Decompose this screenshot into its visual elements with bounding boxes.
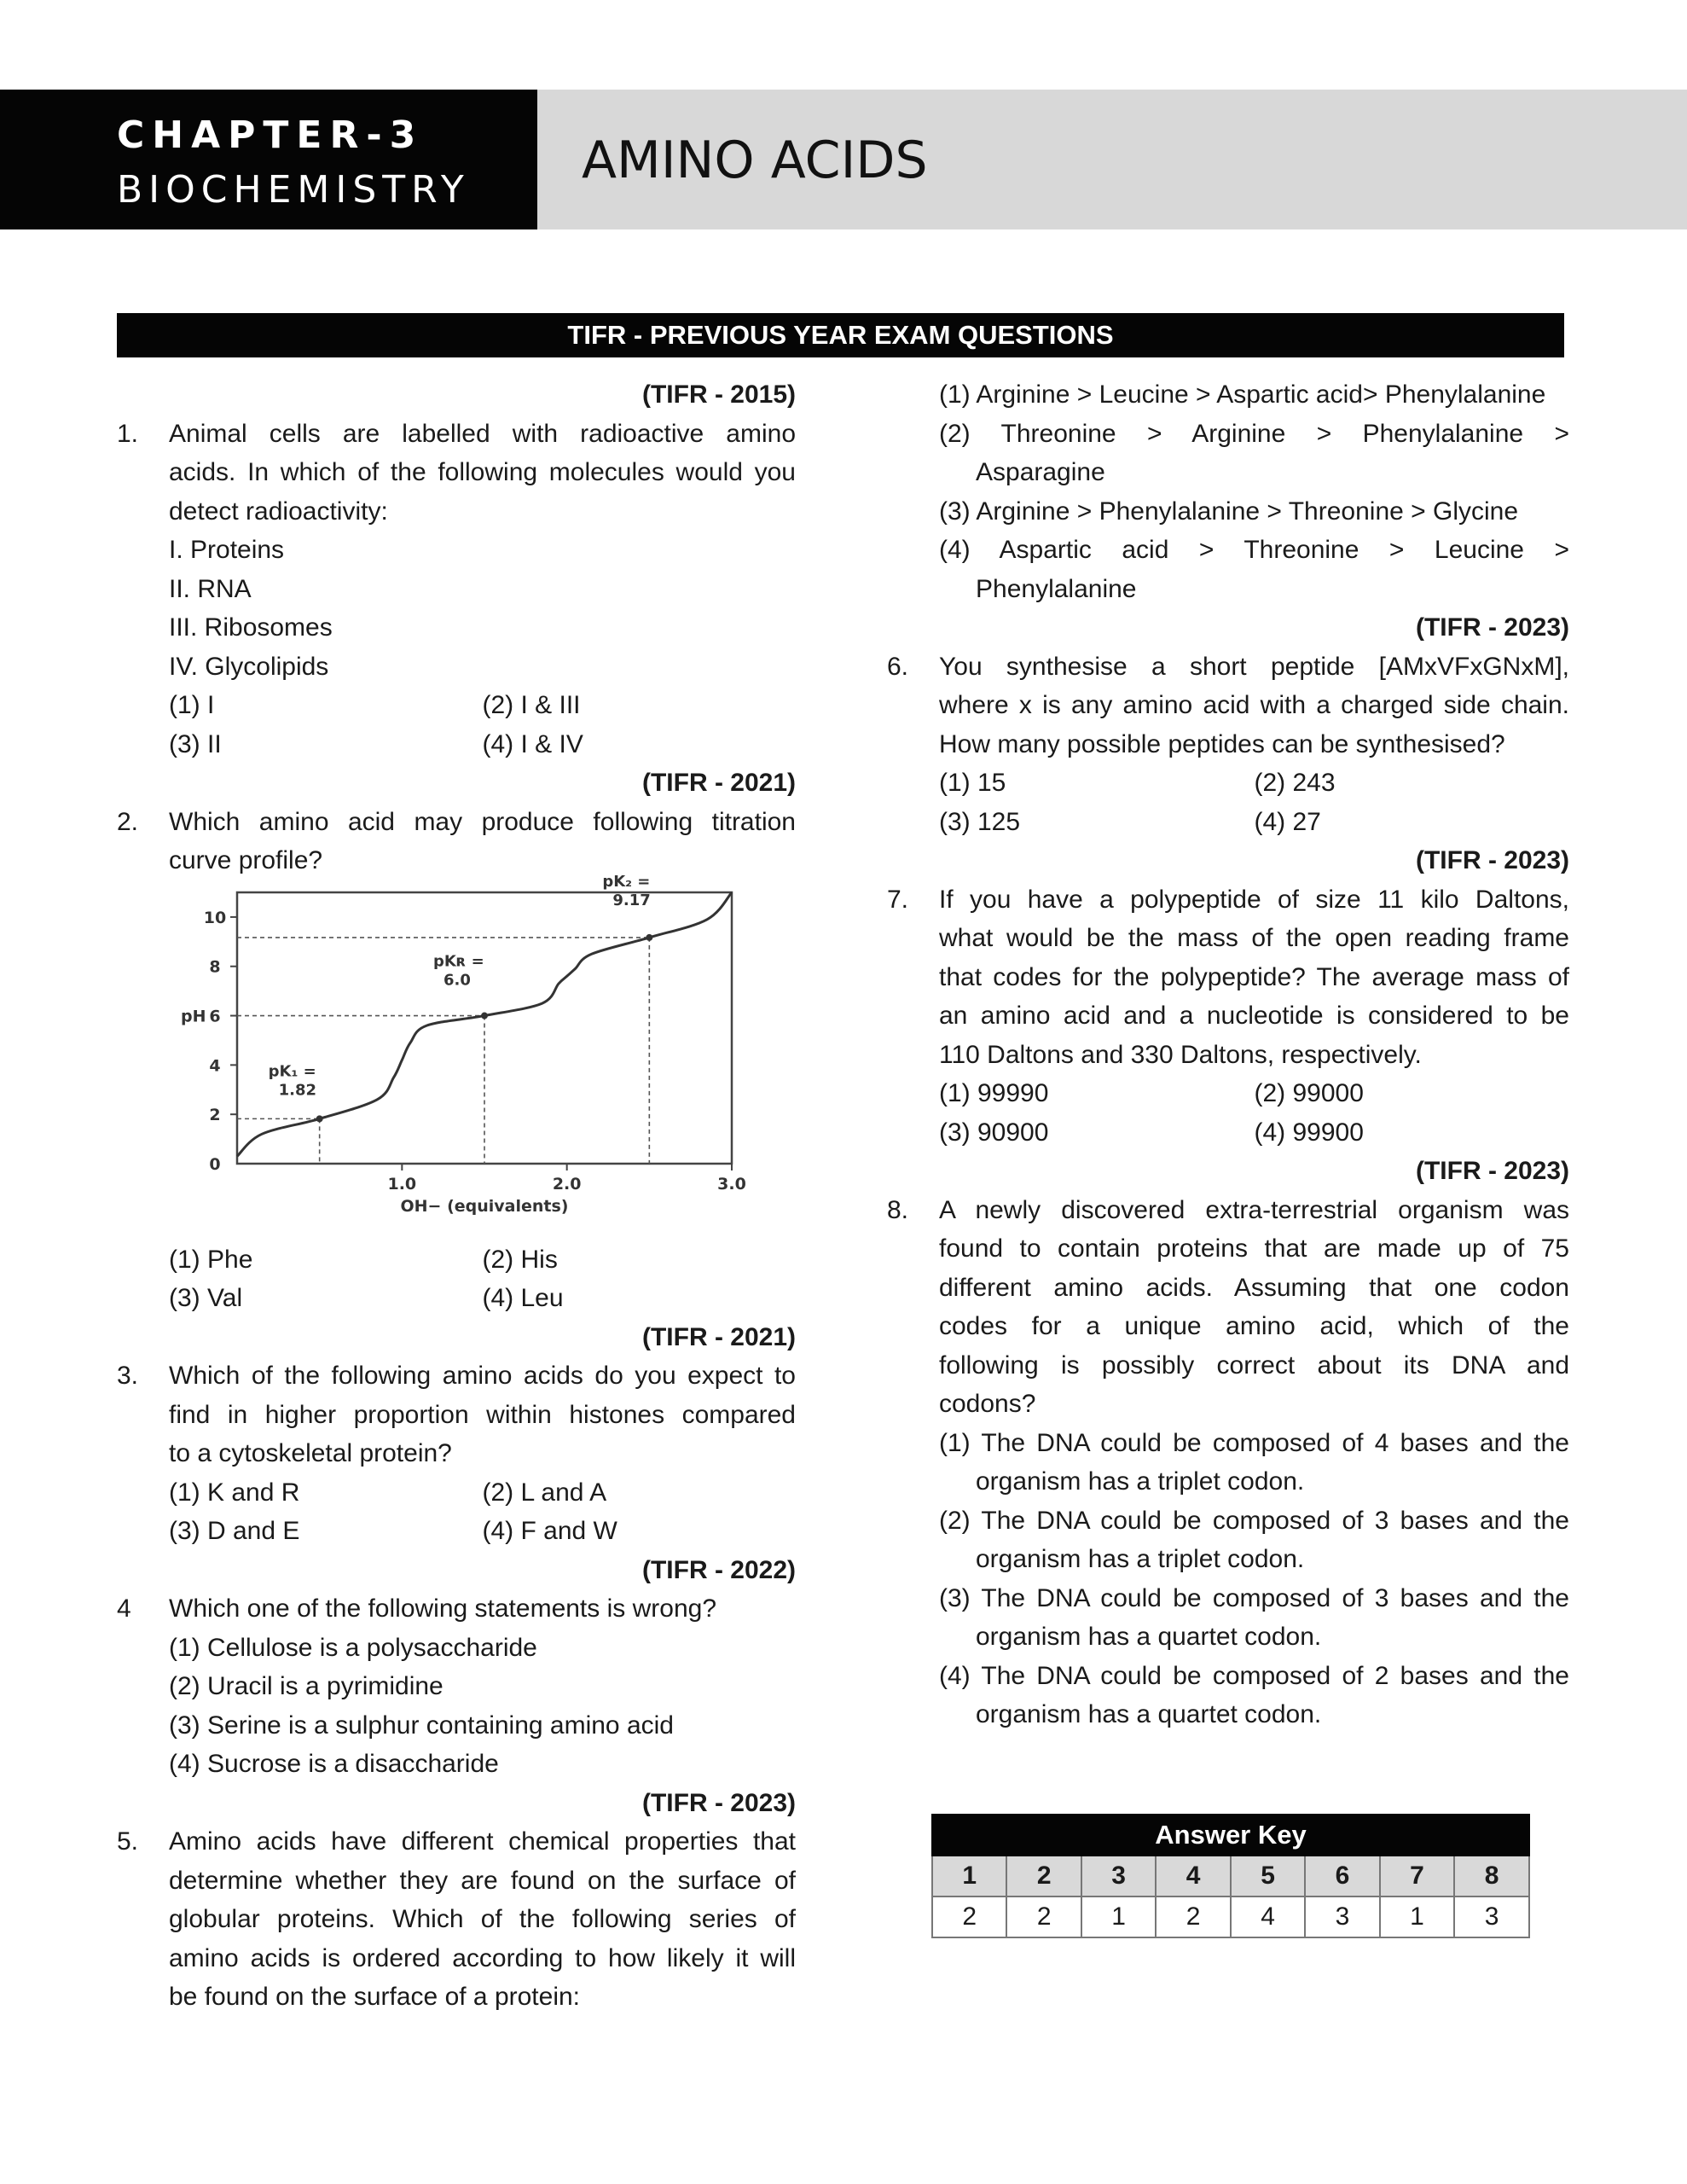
q2-option-3[interactable]: (3) Val: [169, 1284, 243, 1312]
q1-line: acids. In which of the following molecules would you: [169, 458, 796, 486]
q2-option-1[interactable]: (1) Phe: [169, 1245, 253, 1274]
chapter-header-block: [0, 90, 537, 229]
q3-line: to a cytoskeletal protein?: [169, 1439, 452, 1467]
y-tick-label: 4: [209, 1055, 221, 1075]
q2-number: 2.: [117, 807, 139, 836]
q2-option-2[interactable]: (2) His: [482, 1245, 558, 1274]
answer-key-table: [931, 1814, 1530, 1938]
q1-line: Animal cells are labelled with radioactive amino: [169, 419, 796, 448]
q8-line: codes for a unique amino acid, which of the: [939, 1312, 1569, 1340]
titration-chart-svg: [169, 872, 796, 1240]
answer-key-answer: 3: [1454, 1896, 1529, 1937]
q1-item: II. RNA: [169, 574, 252, 603]
question-3: [117, 1356, 796, 1551]
plot-frame: [237, 892, 732, 1164]
q7-line: If you have a polypeptide of size 11 kilo Daltons,: [939, 885, 1569, 914]
q8-option-3-cont: organism has a quartet codon.: [976, 1623, 1322, 1651]
q3-number: 3.: [117, 1362, 139, 1390]
q3-source: (TIFR - 2021): [641, 1322, 796, 1351]
pk-value: 9.17: [612, 891, 651, 909]
answer-key-qnum: 7: [1380, 1856, 1454, 1896]
q8-line: found to contain proteins that are made up of 75: [939, 1234, 1569, 1263]
y-axis-label: pH: [181, 1007, 206, 1026]
section-title: TIFR - PREVIOUS YEAR EXAM QUESTIONS: [117, 313, 1564, 357]
q1-number: 1.: [117, 419, 139, 448]
q7-line: an amino acid and a nucleotide is considered to be: [939, 1002, 1569, 1030]
q3-options-row: [169, 1473, 796, 1513]
q4-number: 4: [117, 1594, 131, 1623]
q8-option-1-cont: organism has a triplet codon.: [976, 1467, 1305, 1496]
q1-item: IV. Glycolipids: [169, 652, 329, 681]
answer-key-title: Answer Key: [932, 1815, 1529, 1856]
q1-option-2[interactable]: (2) I & III: [482, 691, 581, 719]
q5-line: determine whether they are found on the surface of: [169, 1866, 796, 1895]
q8-option-1[interactable]: (1) The DNA could be composed of 4 bases and the: [939, 1428, 1569, 1457]
q3-line: find in higher proportion within histones compared: [169, 1400, 796, 1429]
q5-option-1[interactable]: (1) Arginine > Leucine > Aspartic acid> Phenylalanine: [939, 380, 1546, 409]
answer-key-question-row: [932, 1856, 1529, 1896]
q2-source: (TIFR - 2021): [641, 769, 796, 797]
q6-options-row: [939, 764, 1569, 803]
q3-option-3[interactable]: (3) D and E: [169, 1517, 300, 1545]
q6-options-row: [939, 803, 1569, 842]
q2-line: Which amino acid may produce following titration: [169, 807, 796, 836]
pk-label: pK₁ =: [268, 1061, 316, 1080]
pk-value: 6.0: [443, 971, 471, 990]
title-header-block: [537, 90, 1687, 229]
answer-key-qnum: 3: [1081, 1856, 1156, 1896]
q7-option-2[interactable]: (2) 99000: [1254, 1079, 1364, 1107]
q1-options-row: [169, 725, 796, 764]
pk-point: [481, 1012, 488, 1019]
answer-key-qnum: 2: [1006, 1856, 1081, 1896]
q8-line: following is possibly correct about its DNA and: [939, 1350, 1569, 1380]
q1-item: III. Ribosomes: [169, 613, 333, 642]
right-column: [887, 375, 1569, 1734]
answer-key-answer: 3: [1305, 1896, 1379, 1937]
pk-value: 1.82: [278, 1080, 317, 1099]
q5-option-4-cont: Phenylalanine: [976, 574, 1137, 603]
q5-number: 5.: [117, 1827, 139, 1856]
y-tick-label: 8: [209, 957, 221, 977]
q5-option-3[interactable]: (3) Arginine > Phenylalanine > Threonine > Glycine: [939, 497, 1519, 526]
question-1: [117, 415, 796, 764]
answer-key-qnum: 6: [1305, 1856, 1379, 1896]
q6-line: How many possible peptides can be synthesised?: [939, 729, 1505, 758]
q7-option-1[interactable]: (1) 99990: [939, 1079, 1049, 1107]
q8-option-3[interactable]: (3) The DNA could be composed of 3 bases and the: [939, 1583, 1569, 1612]
q1-option-3[interactable]: (3) II: [169, 729, 222, 758]
q5-line: amino acids is ordered according to how likely it will: [169, 1943, 796, 1972]
x-tick-label: 2.0: [552, 1174, 582, 1194]
q2-line: curve profile?: [169, 846, 323, 874]
q3-option-2[interactable]: (2) L and A: [482, 1478, 607, 1507]
answer-key-answer: 4: [1231, 1896, 1305, 1937]
question-7: [887, 880, 1569, 1153]
q5-option-4[interactable]: (4) Aspartic acid > Threonine > Leucine >: [939, 536, 1569, 564]
q3-option-1[interactable]: (1) K and R: [169, 1478, 300, 1507]
q5-option-2-cont: Asparagine: [976, 458, 1105, 486]
q7-option-4[interactable]: (4) 99900: [1254, 1118, 1364, 1147]
q8-option-2[interactable]: (2) The DNA could be composed of 3 bases and the: [939, 1506, 1569, 1535]
q7-options-row: [939, 1074, 1569, 1113]
y-tick-label: 10: [203, 908, 227, 927]
page-title: AMINO ACIDS: [582, 131, 928, 190]
answer-key-answer: 2: [1006, 1896, 1081, 1937]
q8-number: 8.: [887, 1195, 909, 1224]
q6-number: 6.: [887, 652, 909, 681]
q2-option-4[interactable]: (4) Leu: [482, 1284, 564, 1312]
q8-line: different amino acids. Assuming that one codon: [939, 1273, 1569, 1302]
q3-options-row: [169, 1512, 796, 1551]
q6-source: (TIFR - 2023): [1415, 613, 1569, 642]
question-6: [887, 648, 1569, 842]
q4-option-2[interactable]: (2) Uracil is a pyrimidine: [169, 1672, 443, 1700]
answer-key-answer-row: [932, 1896, 1529, 1937]
subject-label: BIOCHEMISTRY: [117, 168, 470, 212]
q5-source: (TIFR - 2023): [641, 1788, 796, 1817]
q4-option-3[interactable]: (3) Serine is a sulphur containing amino acid: [169, 1711, 674, 1740]
q1-source: (TIFR - 2015): [641, 380, 796, 409]
q8-option-4[interactable]: (4) The DNA could be composed of 2 bases and the: [939, 1661, 1569, 1690]
pk-point: [646, 933, 652, 940]
answer-key-answer: 2: [1156, 1896, 1230, 1937]
q1-option-4[interactable]: (4) I & IV: [482, 729, 583, 758]
answer-key-answer: 2: [932, 1896, 1006, 1937]
question-5: [117, 1822, 796, 2017]
pk-label: pK₂ =: [602, 872, 651, 891]
answer-key-qnum: 8: [1454, 1856, 1529, 1896]
q7-line: what would be the mass of the open reading frame: [939, 924, 1569, 952]
q7-options-row: [939, 1113, 1569, 1153]
q8-line: A newly discovered extra-terrestrial organism was: [939, 1195, 1569, 1224]
y-tick-label: 6: [209, 1007, 221, 1026]
q6-option-1[interactable]: (1) 15: [939, 769, 1006, 797]
q6-option-3[interactable]: (3) 125: [939, 807, 1021, 836]
q8-option-4-cont: organism has a quartet codon.: [976, 1700, 1322, 1728]
q2-options-row: [169, 1240, 796, 1280]
q6-option-2[interactable]: (2) 243: [1254, 769, 1336, 797]
x-tick-label: 1.0: [387, 1174, 417, 1194]
q6-option-4[interactable]: (4) 27: [1254, 807, 1321, 836]
q5-option-2[interactable]: (2) Threonine > Arginine > Phenylalanine >: [939, 419, 1569, 448]
answer-key-answer: 1: [1081, 1896, 1156, 1937]
q4-stem: Which one of the following statements is wrong?: [169, 1594, 716, 1623]
q8-line: codons?: [939, 1390, 1036, 1418]
q5-line: Amino acids have different chemical properties that: [169, 1827, 796, 1856]
titration-chart: [169, 872, 796, 1240]
q7-line: 110 Daltons and 330 Daltons, respectively.: [939, 1040, 1422, 1069]
q1-item: I. Proteins: [169, 536, 285, 564]
x-axis-label: OH− (equivalents): [400, 1196, 569, 1216]
q1-line: detect radioactivity:: [169, 497, 388, 526]
question-2: [117, 803, 796, 880]
q1-options-row: [169, 686, 796, 725]
q3-line: Which of the following amino acids do you expect to: [169, 1362, 796, 1390]
left-column: [117, 375, 796, 2017]
chapter-label: CHAPTER-3: [117, 113, 424, 157]
q6-line: where x is any amino acid with a charged side chain.: [939, 691, 1569, 719]
answer-key-qnum: 5: [1231, 1856, 1305, 1896]
q4-option-1[interactable]: (1) Cellulose is a polysaccharide: [169, 1633, 537, 1662]
q7-line: that codes for the polypeptide? The average mass of: [939, 962, 1569, 991]
q5-line: globular proteins. Which of the following series of: [169, 1905, 796, 1933]
q6-line: You synthesise a short peptide [AMxVFxGNxM],: [939, 652, 1569, 681]
y-tick-label: 2: [209, 1105, 221, 1124]
answer-key-answer: 1: [1380, 1896, 1454, 1937]
q2-options-row: [169, 1279, 796, 1318]
answer-key-qnum: 1: [932, 1856, 1006, 1896]
q3-option-4[interactable]: (4) F and W: [482, 1517, 617, 1545]
pk-point: [316, 1115, 323, 1122]
question-4: [117, 1589, 796, 1784]
y-tick-label: 0: [209, 1154, 221, 1174]
answer-key-qnum: 4: [1156, 1856, 1230, 1896]
q7-option-3[interactable]: (3) 90900: [939, 1118, 1049, 1147]
q8-option-2-cont: organism has a triplet codon.: [976, 1545, 1305, 1573]
question-2-options: [117, 1240, 796, 1318]
q4-option-4[interactable]: (4) Sucrose is a disaccharide: [169, 1750, 499, 1778]
question-8: [887, 1191, 1569, 1424]
q4-source: (TIFR - 2022): [641, 1555, 796, 1584]
q1-option-1[interactable]: (1) I: [169, 691, 215, 719]
q8-source: (TIFR - 2023): [1415, 1157, 1569, 1185]
x-tick-label: 3.0: [717, 1174, 746, 1194]
q5-line: be found on the surface of a protein:: [169, 1983, 581, 2011]
pk-label: pKʀ =: [433, 952, 484, 971]
q7-source: (TIFR - 2023): [1415, 846, 1569, 874]
q7-number: 7.: [887, 885, 909, 914]
